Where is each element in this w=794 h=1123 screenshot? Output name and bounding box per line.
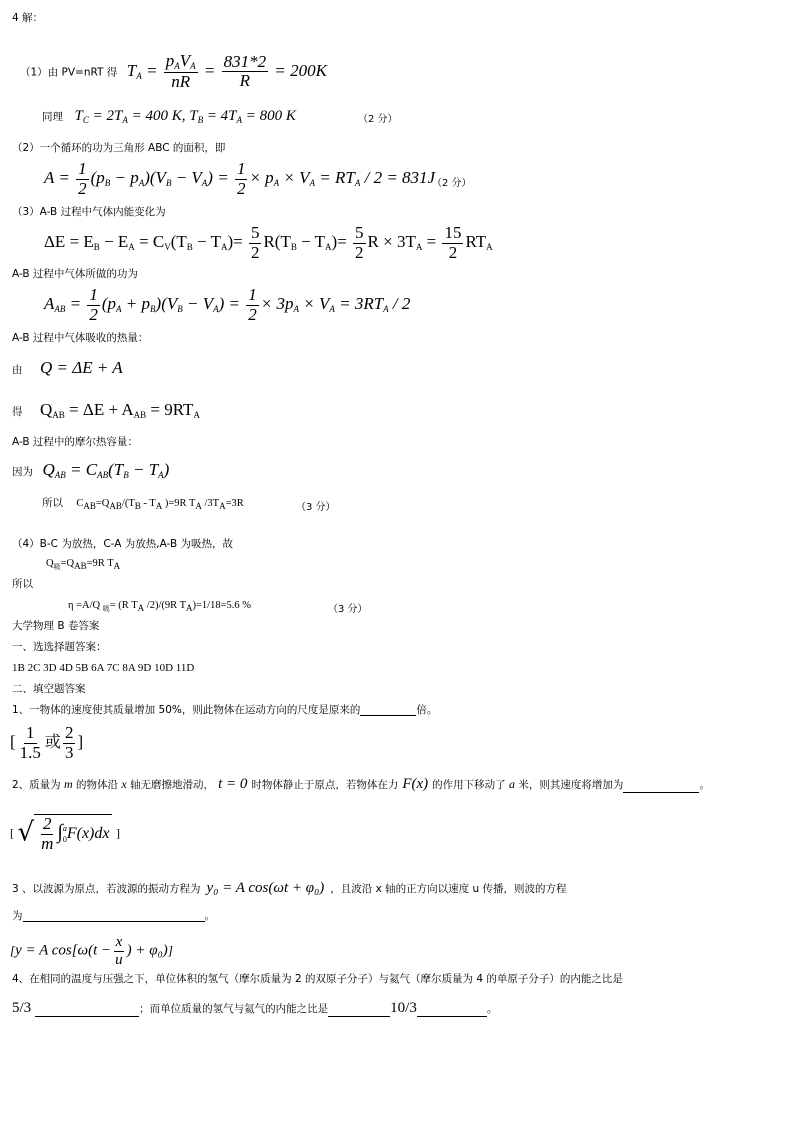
score-label: （2 分） xyxy=(358,114,398,125)
part2-equation: A = $\frac{1}{2}$ $(p_B - p_A)(V_B - V_A)$ = $\frac{1}{2}$ × $p_A \times V_A = RT_A / 2 = 831J$ xyxy=(44,159,436,198)
fill-answer-4-line: 5/3 ；而单位质量的氢气与氦气的内能之比是 10/3 。 xyxy=(12,1000,498,1016)
multiple-choice-title: 一、选选择题答案： xyxy=(12,641,107,653)
temperature-equation: $T_C = 2T_A = 400$ K, $T_B = 4T_A = 800$ K xyxy=(74,108,296,125)
fill-question-3: 3 、以波源为原点，若波源的振动方程为 y₀ = A cos(ωt + φ₀) ，且波沿 x 轴的正方向以速度 u 传播，则波的方程 xyxy=(12,880,567,896)
answer-blank xyxy=(417,1016,487,1017)
heat-equation-line: 由 Q = ΔE + A xyxy=(12,358,123,377)
fill-in-title: 二、填空题答案 xyxy=(12,683,86,695)
part4-equation: $Q_吸=Q_{AB}=9R$ $T_A$ xyxy=(46,558,121,571)
heat-result-line: 得 $Q_{AB} = \Delta E + A_{AB} = 9RT_A$ xyxy=(12,400,200,420)
efficiency-equation: η =A/Q $_吸$= (R $T_A$ /2)/(9R $T_A)=1/18=5.6$ % xyxy=(68,600,251,613)
part1b-line: 同理 $T_C = 2T_A = 400$ K, $T_B = 4T_A = 800$ K xyxy=(42,108,296,125)
part1-equation: $T_A$ = $\frac{p_AV_A}{nR}$ = $\frac{831*2}{R}$ = 200K xyxy=(126,51,327,91)
work-equation: $A_{AB}$ = $\frac{1}{2}$ $(p_A + p_B)(V_B - V_A)$ = $\frac{1}{2}$ × $3p_A \times V_A = 3RT_A / 2$ xyxy=(44,285,411,324)
section-title: 大学物理 B 卷答案 xyxy=(12,620,100,632)
molar-heat-equation: $Q_{AB} = C_{AB}(T_B - T_A)$ xyxy=(42,460,170,480)
heat-equation: Q = ΔE + A xyxy=(40,358,123,377)
molar-heat-line: 因为 $Q_{AB} = C_{AB}(T_B - T_A)$ xyxy=(12,460,170,480)
work-label: A-B 过程中气体所做的功为 xyxy=(12,268,138,280)
part4-so: 所以 xyxy=(12,578,33,590)
molar-heat-result: 所以 $C_{AB}=Q_{AB}/(T_B - T_A$ )=9R $T_A$ $/3T_A=3R$ xyxy=(42,497,244,511)
part3-label: （3）A-B 过程中气体内能变化为 xyxy=(12,206,166,218)
answer-blank xyxy=(35,1016,139,1017)
fill-answer-2: [ √ $\frac{2}{m}$ ∫ a 0 F(x)dx ] xyxy=(10,814,120,853)
fill-answer-4a: 5/3 xyxy=(12,1000,32,1016)
fill-question-4: 4、在相同的温度与压强之下，单位体积的氢气（摩尔质量为 2 的双原子分子）与氦气（摩尔质量为 4 的单原子分子）的内能之比是 xyxy=(12,973,623,985)
heat-result-equation: $Q_{AB} = \Delta E + A_{AB} = 9RT_A$ xyxy=(40,400,200,420)
molar-heat-label: A-B 过程中的摩尔热容量： xyxy=(12,436,138,448)
part1-line xyxy=(20,52,327,92)
answer-blank xyxy=(23,921,205,922)
answer-blank xyxy=(360,715,416,716)
score-label: （3 分） xyxy=(328,604,368,615)
part3-equation: $\Delta E = E_B - E_A = C_V(T_B - T_A)=$ $\frac{5}{2}$ $R(T_B - T_A)=$ $\frac{5}{2}$ $R \times 3T_A$ = $\frac{15}{2}$ $RT_A$ xyxy=(44,223,493,262)
score-label: （2 分） xyxy=(432,178,472,189)
fill-question-1: 1、一物体的速度使其质量增加 50%，则此物体在运动方向的尺度是原来的 倍。 xyxy=(12,704,438,716)
fill-question-2: 2、质量为 m 的物体沿 x 轴无磨擦地滑动， t = 0 时物体静止于原点，若物体在力 F(x) 的作用下移动了 a 米，则其速度将增加为 。 xyxy=(12,776,710,792)
heat-label: A-B 过程中气体吸收的热量： xyxy=(12,332,149,344)
fill-answer-3: [y = A cos[ω(t − $\frac{x}{u}$ ) + φ₀)] xyxy=(10,934,173,968)
fill-answer-4b: 10/3 xyxy=(390,1000,417,1016)
part1-label: （1）由 PV=nRT 得 xyxy=(20,66,118,79)
problem-header: 4 解： xyxy=(12,12,44,24)
answer-blank xyxy=(328,1016,390,1017)
answer-blank xyxy=(623,792,699,793)
score-label: （3 分） xyxy=(296,502,336,513)
wave-source-equation: y₀ = A cos(ωt + φ₀) xyxy=(206,880,325,896)
part4-label: （4）B-C 为放热，C-A 为放热,A-B 为吸热，故 xyxy=(12,538,233,550)
fill-question-3-cont: 为 。 xyxy=(12,910,215,922)
fill-answer-1: [ $\frac{1}{1.5}$ 或 $\frac{2}{3}$ ] xyxy=(10,723,84,762)
part2-label: （2）一个循环的功为三角形 ABC 的面积，即 xyxy=(12,142,226,154)
multiple-choice-answers: 1B 2C 3D 4D 5B 6A 7C 8A 9D 10D 11D xyxy=(12,662,195,674)
